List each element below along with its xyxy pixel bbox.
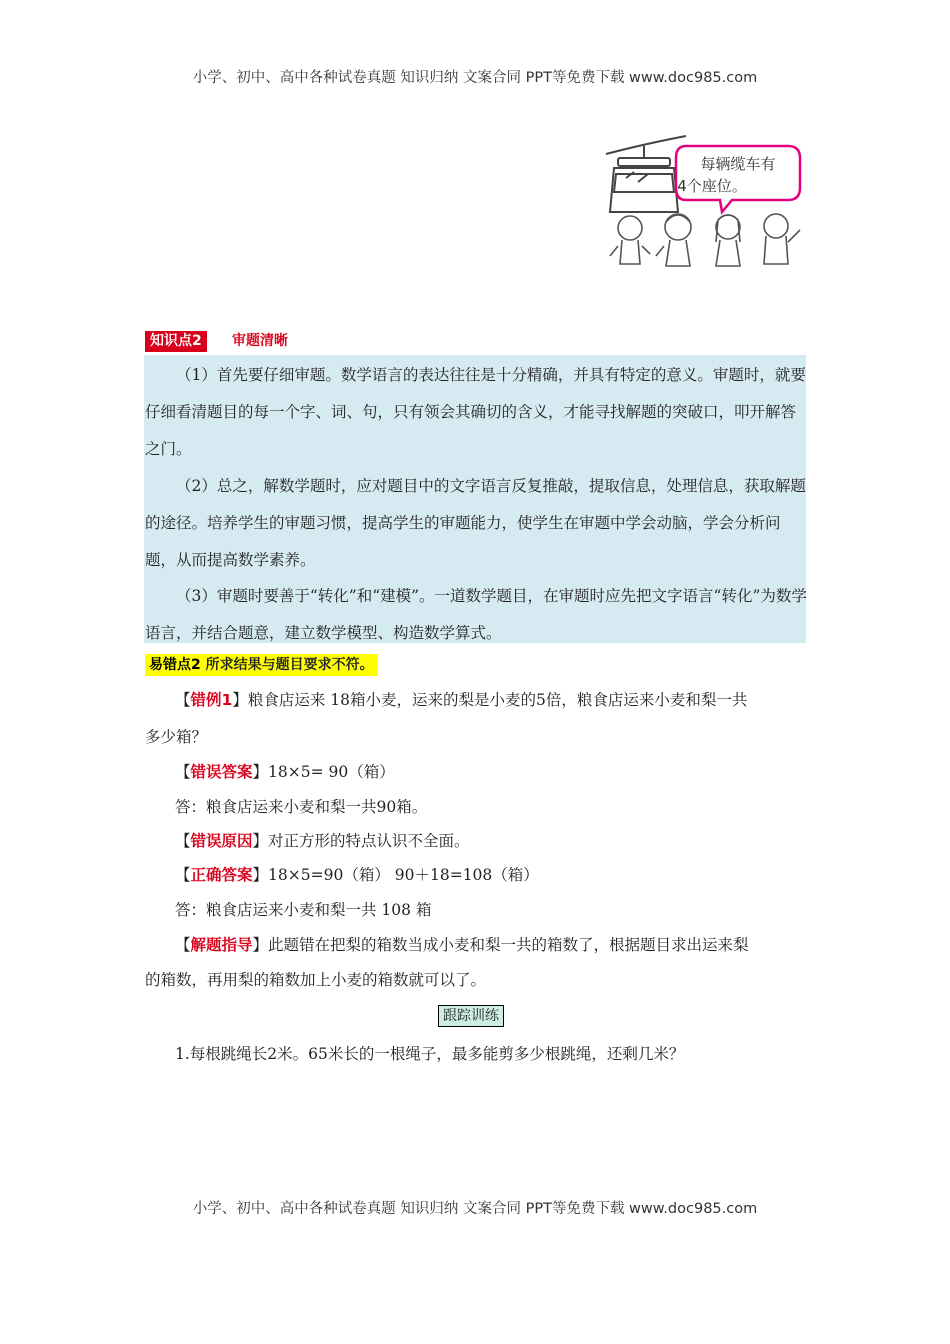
correct-answer: 【正确答案】18×5=90（箱） 90＋18=108（箱） (175, 866, 539, 884)
correct-answer-label: 正确答案 (190, 866, 253, 884)
knowledge-paragraph-3: （3）审题时要善于“转化”和“建模”。一道数学题目，在审题时应先把文字语言“转化”为数学语言，并结合题意，建立数学模型、构造数学算式。 (145, 587, 807, 642)
error-example-label: 错例1 (190, 691, 233, 709)
solution-guide-label: 解题指导 (190, 936, 253, 954)
wrong-answer-statement: 答：粮食店运来小麦和梨一共90箱。 (175, 798, 428, 816)
wrong-answer-text: 18×5= 90（箱） (268, 763, 395, 781)
solution-guide-cont: 的箱数，再用梨的箱数加上小麦的箱数就可以了。 (145, 971, 487, 989)
error-point-title: 所求结果与题目要求不符。 (205, 657, 374, 673)
error-example: 【错例1】粮食店运来 18箱小麦，运来的梨是小麦的5倍，粮食店运来小麦和梨一共 (175, 691, 748, 709)
knowledge-paragraph-1: （1）首先要仔细审题。数学语言的表达往往是十分精确，并具有特定的意义。审题时，就要仔细看清题目的每一个字、词、句，只有领会其确切的含义，才能寻找解题的突破口，叩开解答之门。 (145, 366, 806, 458)
bubble-line-1: 每辆缆车有 (700, 155, 776, 173)
solution-guide-text: 此题错在把梨的箱数当成小麦和梨一共的箱数了，根据题目求出运来梨 (268, 936, 749, 954)
error-point-tag: 易错点2 (149, 657, 201, 673)
page-footer: 小学、初中、高中各种试卷真题 知识归纳 文案合同 PPT等免费下载 www.doc985.com (192, 1201, 758, 1217)
knowledge-point-tag: 知识点2 (145, 331, 207, 352)
solution-guide: 【解题指导】此题错在把梨的箱数当成小麦和梨一共的箱数了，根据题目求出运来梨 (175, 936, 749, 954)
cable-car-illustration (604, 132, 804, 272)
error-reason: 【错误原因】对正方形的特点认识不全面。 (175, 832, 470, 850)
error-reason-text: 对正方形的特点认识不全面。 (268, 832, 470, 850)
cable-car-icon (606, 136, 686, 212)
knowledge-point-title: 审题清晰 (232, 333, 288, 349)
training-title: 跟踪训练 (438, 1005, 504, 1027)
error-example-text: 粮食店运来 18箱小麦，运来的梨是小麦的5倍，粮食店运来小麦和梨一共 (247, 691, 748, 709)
wrong-answer: 【错误答案】18×5= 90（箱） (175, 763, 395, 781)
error-reason-label: 错误原因 (190, 832, 253, 850)
correct-answer-text: 18×5=90（箱） 90＋18=108（箱） (268, 866, 539, 884)
correct-answer-statement: 答：粮食店运来小麦和梨一共 108 箱 (175, 901, 432, 919)
bubble-line-2: 4个座位。 (677, 177, 747, 195)
children-icon (610, 214, 800, 266)
error-example-cont: 多少箱？ (145, 728, 208, 746)
knowledge-paragraph-2: （2）总之，解数学题时，应对题目中的文字语言反复推敲，提取信息，处理信息，获取解题的途径。培养学生的审题习惯，提高学生的审题能力，使学生在审题中学会动脑，学会分析问题，从而提高数学素养。 (145, 477, 806, 569)
training-question-1: 1.每根跳绳长2米。65米长的一根绳子，最多能剪多少根跳绳，还剩几米？ (175, 1045, 685, 1063)
error-point-header (145, 654, 378, 676)
wrong-answer-label: 错误答案 (190, 763, 253, 781)
page-header: 小学、初中、高中各种试卷真题 知识归纳 文案合同 PPT等免费下载 www.doc985.com (192, 70, 758, 86)
